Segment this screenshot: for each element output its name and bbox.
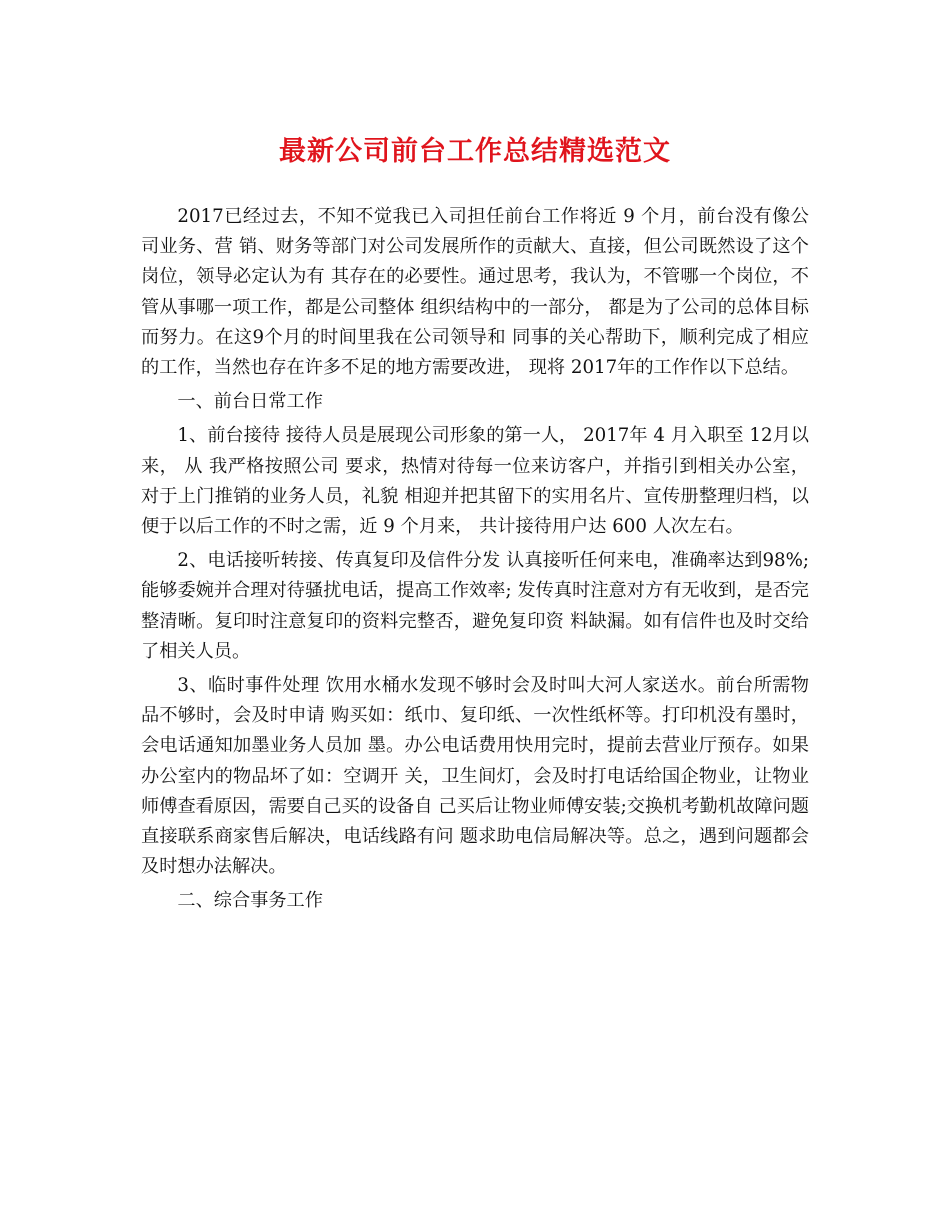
section-heading-general-affairs: 二、综合事务工作 <box>177 890 323 912</box>
section-heading-daily-work: 一、前台日常工作 <box>177 391 323 413</box>
paragraph-temporary-events: 3、临时事件处理 饮用水桶水发现不够时会及时叫大河人家送水。前台所需物品不够时，会及时申请 购买如：纸巾、复印纸、一次性纸杯等。打印机没有墨时，会电话通知加墨业务人员加 墨。办公电话费用快用完时，提前去营业厅预存。如果办公室内的物品坏了如：空调开 关，卫生间灯，会及时打电话给国企物业，让物业师傅查看原因，需要自己买的设备自 己买后让物业师傅安装;交换机考勤机故障问题直接联系商家售后解决，电话线路有问 题求助电信局解决等。总之，遇到问题都会及时想办法解决。 <box>141 675 809 878</box>
document-body <box>141 202 809 917</box>
paragraph-phone-fax: 2、电话接听转接、传真复印及信件分发 认真接听任何来电，准确率达到98%;能够委婉并合理对待骚扰电话，提高工作效率; 发传真时注意对方有无收到，是否完整清晰。复印时注意复印的资料完整否，避免复印资 料缺漏。如有信件也及时交给了相关人员。 <box>141 550 809 662</box>
paragraph-intro: 2017已经过去，不知不觉我已入司担任前台工作将近 9 个月，前台没有像公司业务、营 销、财务等部门对公司发展所作的贡献大、直接，但公司既然设了这个岗位，领导必定认为有 其存在的必要性。通过思考，我认为，不管哪一个岗位，不管从事哪一项工作，都是公司整体 组织结构中的一部分， 都是为了公司的总体目标而努力。在这9个月的时间里我在公司领导和 同事的关心帮助下，顺利完成了相应的工作，当然也存在许多不足的地方需要改进， 现将 2017年的工作作以下总结。 <box>141 206 809 379</box>
paragraph-reception: 1、前台接待 接待人员是展现公司形象的第一人， 2017年 4 月入职至 12月以来， 从 我严格按照公司 要求，热情对待每一位来访客户，并指引到相关办公室，对于上门推销的业务人员，礼貌 相迎并把其留下的实用名片、宣传册整理归档，以便于以后工作的不时之需，近 9 个月来， 共计接待用户达 600 人次左右。 <box>141 425 809 538</box>
document-title: 最新公司前台工作总结精选范文 <box>279 136 671 167</box>
